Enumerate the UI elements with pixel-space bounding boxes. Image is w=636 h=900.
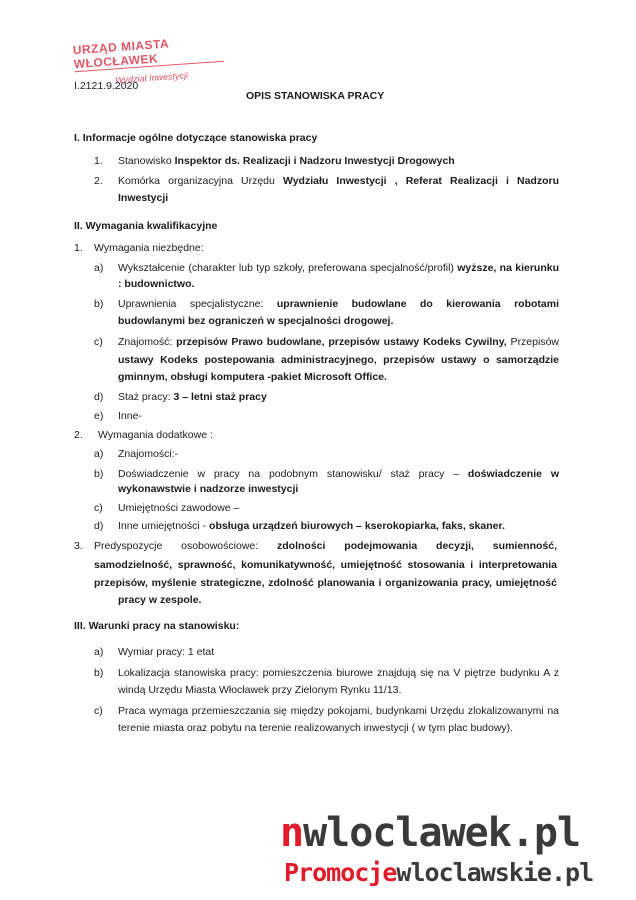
p3-line2: samodzielność, sprawność, komunikatywność, umiejętność stosowania i interpretowania <box>94 559 557 571</box>
add-a-letter: a) <box>94 448 104 460</box>
req-b-line1: Uprawnienia specjalistyczne: uprawnienie budowlane do kierowania robotami <box>118 298 559 310</box>
req-e-letter: e) <box>94 410 104 422</box>
p3-line1: Predyspozycje osobowościowe: zdolności podejmowania decyzji, sumienność, <box>94 540 557 552</box>
req-d-text: Staż pracy: 3 – letni staż pracy <box>118 391 267 403</box>
p3-line4: pracy w zespole. <box>118 594 202 606</box>
req-a-letter: a) <box>94 262 104 274</box>
add-c-text: Umiejętności zawodowe – <box>118 502 240 514</box>
add-a-text: Znajomości:- <box>118 448 179 460</box>
s3-a-letter: a) <box>94 646 104 658</box>
req-b-letter: b) <box>94 298 104 310</box>
req-c-line1: Znajomość: przepisów Prawo budowlane, przepisów ustawy Kodeks Cywilny, Przepisów <box>118 336 559 348</box>
s3-b-letter: b) <box>94 667 104 679</box>
stamp-line-2: Wydział Inwestycji <box>114 70 189 86</box>
req-label: Wymagania niezbędne: <box>94 242 204 254</box>
s1-item2-line2: Inwestycji <box>118 192 169 204</box>
s3-b-line2: windą Urzędu Miasta Włocławek przy Zielonym Rynku 11/13. <box>118 684 402 696</box>
s3-a-text: Wymiar pracy: 1 etat <box>118 646 215 658</box>
req-c-letter: c) <box>94 336 103 348</box>
section-1-heading: I. Informacje ogólne dotyczące stanowiska pracy <box>74 132 318 144</box>
section-2-heading: II. Wymagania kwalifikacyjne <box>74 220 218 232</box>
p3-number: 3. <box>74 540 83 552</box>
add-d-text: Inne umiejętności - obsługa urządzeń biurowych – kserokopiarka, faks, skaner. <box>118 520 505 532</box>
req-c-line2: ustawy Kodeks postepowania administracyjnego, przepisów ustawy o samorządzie <box>118 354 559 366</box>
s3-b-line1: Lokalizacja stanowiska pracy: pomieszczenia biurowe znajdują się na V piętrze budynku A z <box>118 667 559 679</box>
page-title: OPIS STANOWISKA PRACY <box>246 90 385 102</box>
add-b-letter: b) <box>94 468 104 480</box>
s1-item1-text: Stanowisko Inspektor ds. Realizacji i Nadzoru Inwestycji Drogowych <box>118 155 455 167</box>
watermark-nwloclawek: nwloclawek.pl <box>280 810 581 856</box>
req-b-line2: budowlanymi bez ograniczeń w specjalności drogowej. <box>118 315 394 327</box>
add-number: 2. <box>74 429 83 441</box>
s1-item2-line1: Komórka organizacyjna Urzędu Wydziału Inwestycji , Referat Realizacji i Nadzoru <box>118 175 559 187</box>
add-c-letter: c) <box>94 502 103 514</box>
req-a-line1: Wykształcenie (charakter lub typ szkoły, preferowana specjalność/profil) wyższe, na kierunku <box>118 262 559 274</box>
document-number: I.2121.9.2020 <box>74 80 139 92</box>
watermark-promocje: Promocjewloclawskie.pl <box>284 858 594 887</box>
s1-item2-number: 2. <box>94 175 103 187</box>
s3-c-letter: c) <box>94 705 103 717</box>
req-c-line3: gminnym, obsługi komputera -pakiet Microsoft Office. <box>118 371 387 383</box>
s3-c-line1: Praca wymaga przemieszczania się między pokojami, budynkami Urzędu zlokalizowanymi na <box>118 705 559 717</box>
req-d-letter: d) <box>94 391 104 403</box>
req-e-text: Inne- <box>118 410 142 422</box>
add-b-line2: wykonawstwie i nadzorze inwestycji <box>118 483 299 495</box>
p3-line3: przepisów, myślenie strategiczne, zdolność planowania i organizowania pracy, umiejętność <box>94 577 557 589</box>
add-d-letter: d) <box>94 520 104 532</box>
section-3-heading: III. Warunki pracy na stanowisku: <box>74 620 240 632</box>
req-a-line2: : budownictwo. <box>118 278 195 290</box>
add-label: Wymagania dodatkowe : <box>98 429 213 441</box>
s3-c-line2: terenie miasta oraz pobytu na terenie realizowanych inwestycji ( w tym plac budowy). <box>118 722 514 734</box>
stamp-line-1: URZĄD MIASTA WŁOCŁAWEK <box>72 33 224 72</box>
s1-item1-number: 1. <box>94 155 103 167</box>
add-b-line1: Doświadczenie w pracy na podobnym stanowisku/ staż pracy – doświadczenie w <box>118 468 559 480</box>
req-number: 1. <box>74 242 83 254</box>
